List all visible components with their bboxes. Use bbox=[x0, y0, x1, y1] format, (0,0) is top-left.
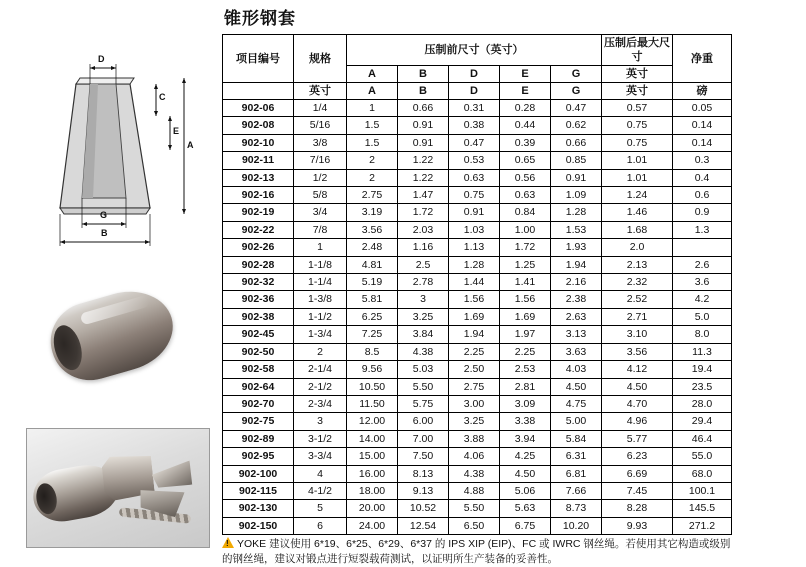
table-row bbox=[223, 482, 732, 499]
table-unit-row bbox=[223, 83, 732, 100]
cell-value: 7.50 bbox=[398, 448, 449, 465]
cell-value: 1-3/8 bbox=[294, 291, 347, 308]
cell-value: 1.00 bbox=[500, 221, 551, 238]
cell-value: 0.91 bbox=[449, 204, 500, 221]
cell-value: 4.38 bbox=[398, 343, 449, 360]
cell-value: 5.00 bbox=[551, 413, 602, 430]
cell-value: 1.56 bbox=[500, 291, 551, 308]
cell-value: 12.54 bbox=[398, 517, 449, 534]
cell-value: 55.0 bbox=[673, 448, 732, 465]
cell-value: 100.1 bbox=[673, 482, 732, 499]
cell-value: 5.84 bbox=[551, 430, 602, 447]
sleeve-body bbox=[42, 280, 183, 389]
cell-value: 3.56 bbox=[602, 343, 673, 360]
footnote-line-2: 的钢丝绳，建议对锻点进行短裂载荷测试，以证明所生产装备的妥善性。 bbox=[222, 553, 558, 565]
cell-value: 6 bbox=[294, 517, 347, 534]
cell-value: 2.0 bbox=[602, 239, 673, 256]
cell-value: 0.28 bbox=[500, 100, 551, 117]
cell-value: 3.10 bbox=[602, 326, 673, 343]
cell-value: 5.81 bbox=[347, 291, 398, 308]
cell-value: 29.4 bbox=[673, 413, 732, 430]
cell-value: 0.38 bbox=[449, 117, 500, 134]
cell-value: 23.5 bbox=[673, 378, 732, 395]
cell-value: 2.25 bbox=[449, 343, 500, 360]
cell-value: 10.52 bbox=[398, 500, 449, 517]
cell-value: 7/8 bbox=[294, 221, 347, 238]
dimension-label-a: A bbox=[187, 140, 194, 150]
cell-value: 1.01 bbox=[602, 169, 673, 186]
cell-value: 0.66 bbox=[398, 100, 449, 117]
cell-value: 4.70 bbox=[602, 395, 673, 412]
cell-value: 3.84 bbox=[398, 326, 449, 343]
footnote bbox=[222, 536, 800, 567]
unit-after: 英寸 bbox=[602, 83, 673, 100]
cell-value: 1-1/2 bbox=[294, 308, 347, 325]
cell-value: 3 bbox=[294, 413, 347, 430]
cell-value: 6.23 bbox=[602, 448, 673, 465]
cell-value: 6.50 bbox=[449, 517, 500, 534]
cell-value: 5.50 bbox=[449, 500, 500, 517]
cell-value: 12.00 bbox=[347, 413, 398, 430]
cell-value: 3.25 bbox=[449, 413, 500, 430]
header-after-unit: 英寸 bbox=[602, 66, 673, 83]
cell-value: 2.81 bbox=[500, 378, 551, 395]
cell-value: 5/8 bbox=[294, 187, 347, 204]
cell-value: 1.69 bbox=[500, 308, 551, 325]
cell-value: 1.03 bbox=[449, 221, 500, 238]
cell-value: 3-1/2 bbox=[294, 430, 347, 447]
cell-value: 1.72 bbox=[398, 204, 449, 221]
cell-value: 6.69 bbox=[602, 465, 673, 482]
cell-value: 3 bbox=[398, 291, 449, 308]
cell-item-no: 902-50 bbox=[223, 343, 294, 360]
dimension-label-c: C bbox=[159, 92, 166, 102]
cell-value: 0.47 bbox=[551, 100, 602, 117]
cell-value: 19.4 bbox=[673, 361, 732, 378]
table-row bbox=[223, 430, 732, 447]
cell-item-no: 902-26 bbox=[223, 239, 294, 256]
cell-value: 2.5 bbox=[398, 256, 449, 273]
cell-value: 3.94 bbox=[500, 430, 551, 447]
cell-value: 1.97 bbox=[500, 326, 551, 343]
cell-value: 24.00 bbox=[347, 517, 398, 534]
cell-value: 3.56 bbox=[347, 221, 398, 238]
unit-a: A bbox=[347, 83, 398, 100]
unit-g: G bbox=[551, 83, 602, 100]
cell-value: 4-1/2 bbox=[294, 482, 347, 499]
cell-value: 0.75 bbox=[602, 134, 673, 151]
cell-item-no: 902-36 bbox=[223, 291, 294, 308]
cell-value: 2.52 bbox=[602, 291, 673, 308]
cell-value: 0.14 bbox=[673, 134, 732, 151]
table-row bbox=[223, 152, 732, 169]
cell-value: 8.28 bbox=[602, 500, 673, 517]
unit-item-no bbox=[223, 83, 294, 100]
cell-value: 7.00 bbox=[398, 430, 449, 447]
cell-item-no: 902-28 bbox=[223, 256, 294, 273]
table-row bbox=[223, 134, 732, 151]
cell-value: 4.50 bbox=[500, 465, 551, 482]
cell-value: 11.50 bbox=[347, 395, 398, 412]
cell-value: 0.75 bbox=[602, 117, 673, 134]
table-row bbox=[223, 169, 732, 186]
cell-item-no: 902-22 bbox=[223, 221, 294, 238]
cell-value: 5.50 bbox=[398, 378, 449, 395]
cell-value: 1 bbox=[347, 100, 398, 117]
page-title: 锥形钢套 bbox=[224, 9, 296, 28]
table-row bbox=[223, 395, 732, 412]
cell-value: 8.13 bbox=[398, 465, 449, 482]
cell-value: 2.50 bbox=[449, 361, 500, 378]
cell-value: 7/16 bbox=[294, 152, 347, 169]
cell-value: 0.53 bbox=[449, 152, 500, 169]
cell-value: 1.94 bbox=[449, 326, 500, 343]
cell-value: 1.46 bbox=[602, 204, 673, 221]
cell-value: 0.91 bbox=[551, 169, 602, 186]
cell-value: 9.56 bbox=[347, 361, 398, 378]
dimension-label-e: E bbox=[173, 126, 180, 136]
cell-value: 15.00 bbox=[347, 448, 398, 465]
cell-item-no: 902-150 bbox=[223, 517, 294, 534]
cell-value: 0.14 bbox=[673, 117, 732, 134]
cell-value: 1.01 bbox=[602, 152, 673, 169]
cell-value: 5.03 bbox=[398, 361, 449, 378]
cell-value: 5.19 bbox=[347, 274, 398, 291]
cell-value: 2.63 bbox=[551, 308, 602, 325]
cell-value: 1.3 bbox=[673, 221, 732, 238]
cell-item-no: 902-45 bbox=[223, 326, 294, 343]
cell-value: 0.57 bbox=[602, 100, 673, 117]
header-col-g: G bbox=[551, 66, 602, 83]
cell-value: 7.66 bbox=[551, 482, 602, 499]
cell-value: 2 bbox=[294, 343, 347, 360]
cell-value: 4.50 bbox=[551, 378, 602, 395]
table-row bbox=[223, 100, 732, 117]
cell-value: 1.25 bbox=[500, 256, 551, 273]
unit-e: E bbox=[500, 83, 551, 100]
cell-item-no: 902-19 bbox=[223, 204, 294, 221]
unit-weight: 磅 bbox=[673, 83, 732, 100]
cell-value: 2.71 bbox=[602, 308, 673, 325]
cell-value: 4.12 bbox=[602, 361, 673, 378]
table-row bbox=[223, 187, 732, 204]
header-after-swage: 压制后最大尺寸 bbox=[602, 35, 673, 66]
cell-value: 2.38 bbox=[551, 291, 602, 308]
cell-value: 8.0 bbox=[673, 326, 732, 343]
cell-value: 1.16 bbox=[398, 239, 449, 256]
cell-value: 3.13 bbox=[551, 326, 602, 343]
cell-value: 10.20 bbox=[551, 517, 602, 534]
cell-value: 4.38 bbox=[449, 465, 500, 482]
table-row bbox=[223, 378, 732, 395]
cell-value: 1.94 bbox=[551, 256, 602, 273]
table-row bbox=[223, 361, 732, 378]
cell-value: 3.09 bbox=[500, 395, 551, 412]
cell-value: 0.85 bbox=[551, 152, 602, 169]
cell-value: 7.45 bbox=[602, 482, 673, 499]
cell-value: 0.47 bbox=[449, 134, 500, 151]
cell-value: 9.13 bbox=[398, 482, 449, 499]
cell-value: 5.0 bbox=[673, 308, 732, 325]
cell-value: 4.88 bbox=[449, 482, 500, 499]
cell-value: 1.72 bbox=[500, 239, 551, 256]
table-row bbox=[223, 413, 732, 430]
cell-value: 3.63 bbox=[551, 343, 602, 360]
cell-value bbox=[673, 239, 732, 256]
cell-value: 0.3 bbox=[673, 152, 732, 169]
header-before-swage: 压制前尺寸（英寸） bbox=[347, 35, 602, 66]
cell-value: 4.25 bbox=[500, 448, 551, 465]
cell-value: 10.50 bbox=[347, 378, 398, 395]
dimension-label-g: G bbox=[100, 210, 108, 220]
cell-value: 1.69 bbox=[449, 308, 500, 325]
cell-value: 28.0 bbox=[673, 395, 732, 412]
cell-value: 2.25 bbox=[500, 343, 551, 360]
cell-value: 20.00 bbox=[347, 500, 398, 517]
cell-value: 1.5 bbox=[347, 134, 398, 151]
cell-value: 5.75 bbox=[398, 395, 449, 412]
table-row bbox=[223, 274, 732, 291]
cell-value: 11.3 bbox=[673, 343, 732, 360]
cell-value: 8.73 bbox=[551, 500, 602, 517]
cell-value: 5.77 bbox=[602, 430, 673, 447]
cell-value: 2-3/4 bbox=[294, 395, 347, 412]
cell-value: 6.25 bbox=[347, 308, 398, 325]
cell-value: 14.00 bbox=[347, 430, 398, 447]
cell-value: 0.63 bbox=[449, 169, 500, 186]
cell-value: 0.75 bbox=[449, 187, 500, 204]
cell-value: 4.75 bbox=[551, 395, 602, 412]
cell-item-no: 902-130 bbox=[223, 500, 294, 517]
cell-item-no: 902-100 bbox=[223, 465, 294, 482]
cell-value: 0.91 bbox=[398, 134, 449, 151]
cell-item-no: 902-10 bbox=[223, 134, 294, 151]
table-row bbox=[223, 326, 732, 343]
cell-value: 2 bbox=[347, 169, 398, 186]
cell-item-no: 902-64 bbox=[223, 378, 294, 395]
dimension-label-b: B bbox=[101, 228, 108, 238]
table-row bbox=[223, 308, 732, 325]
table-row bbox=[223, 465, 732, 482]
header-col-e: E bbox=[500, 66, 551, 83]
table-row bbox=[223, 291, 732, 308]
cell-value: 4.2 bbox=[673, 291, 732, 308]
cell-value: 0.65 bbox=[500, 152, 551, 169]
cell-item-no: 902-16 bbox=[223, 187, 294, 204]
cell-item-no: 902-75 bbox=[223, 413, 294, 430]
cell-value: 2-1/2 bbox=[294, 378, 347, 395]
cell-item-no: 902-58 bbox=[223, 361, 294, 378]
cell-value: 4.96 bbox=[602, 413, 673, 430]
cell-value: 2.13 bbox=[602, 256, 673, 273]
cell-value: 3.19 bbox=[347, 204, 398, 221]
header-col-d: D bbox=[449, 66, 500, 83]
table-row bbox=[223, 117, 732, 134]
cell-value: 3.25 bbox=[398, 308, 449, 325]
cell-value: 1.24 bbox=[602, 187, 673, 204]
cell-value: 1.5 bbox=[347, 117, 398, 134]
cell-item-no: 902-115 bbox=[223, 482, 294, 499]
cell-value: 1/2 bbox=[294, 169, 347, 186]
cell-value: 6.31 bbox=[551, 448, 602, 465]
tapered-steel-sleeve-photo bbox=[50, 278, 174, 398]
cell-value: 1.56 bbox=[449, 291, 500, 308]
cell-value: 8.5 bbox=[347, 343, 398, 360]
cell-value: 4.50 bbox=[602, 378, 673, 395]
cell-item-no: 902-70 bbox=[223, 395, 294, 412]
cell-value: 2.75 bbox=[347, 187, 398, 204]
cell-value: 1 bbox=[294, 239, 347, 256]
cell-value: 3.88 bbox=[449, 430, 500, 447]
cell-value: 1.09 bbox=[551, 187, 602, 204]
cell-value: 2.48 bbox=[347, 239, 398, 256]
unit-b: B bbox=[398, 83, 449, 100]
cell-value: 2.16 bbox=[551, 274, 602, 291]
cell-value: 1-3/4 bbox=[294, 326, 347, 343]
cell-value: 2.75 bbox=[449, 378, 500, 395]
cell-value: 2.03 bbox=[398, 221, 449, 238]
cell-value: 1.22 bbox=[398, 152, 449, 169]
cell-item-no: 902-95 bbox=[223, 448, 294, 465]
cell-value: 0.66 bbox=[551, 134, 602, 151]
cell-value: 0.62 bbox=[551, 117, 602, 134]
cell-value: 145.5 bbox=[673, 500, 732, 517]
cell-value: 1.68 bbox=[602, 221, 673, 238]
cell-value: 6.00 bbox=[398, 413, 449, 430]
cell-value: 0.9 bbox=[673, 204, 732, 221]
cell-value: 9.93 bbox=[602, 517, 673, 534]
header-spec: 规格 bbox=[294, 35, 347, 83]
cell-value: 46.4 bbox=[673, 430, 732, 447]
cell-value: 1.13 bbox=[449, 239, 500, 256]
table-row bbox=[223, 448, 732, 465]
sleeve-section-drawing bbox=[38, 58, 198, 253]
table-row bbox=[223, 256, 732, 273]
cell-value: 5 bbox=[294, 500, 347, 517]
cell-value: 2-1/4 bbox=[294, 361, 347, 378]
technical-drawing bbox=[38, 54, 198, 248]
cell-value: 4.81 bbox=[347, 256, 398, 273]
cell-value: 68.0 bbox=[673, 465, 732, 482]
footnote-line-1: YOKE 建议使用 6*19、6*25、6*29、6*37 的 IPS XIP (EIP)、FC 或 IWRC 钢丝绳。若使用其它构造或级别 bbox=[237, 538, 731, 550]
table-row bbox=[223, 221, 732, 238]
specification-table bbox=[222, 34, 732, 535]
table-row bbox=[223, 517, 732, 534]
cell-value: 0.91 bbox=[398, 117, 449, 134]
cell-value: 5.63 bbox=[500, 500, 551, 517]
cell-value: 1.53 bbox=[551, 221, 602, 238]
table-header-row-1 bbox=[223, 35, 732, 66]
cell-value: 0.6 bbox=[673, 187, 732, 204]
cell-value: 2.78 bbox=[398, 274, 449, 291]
table-row bbox=[223, 343, 732, 360]
header-item-no: 项目编号 bbox=[223, 35, 294, 83]
cell-value: 0.05 bbox=[673, 100, 732, 117]
cell-value: 1.93 bbox=[551, 239, 602, 256]
cell-value: 3.00 bbox=[449, 395, 500, 412]
cell-item-no: 902-89 bbox=[223, 430, 294, 447]
dimension-label-d: D bbox=[98, 54, 105, 64]
cell-value: 0.4 bbox=[673, 169, 732, 186]
cell-value: 0.31 bbox=[449, 100, 500, 117]
cell-value: 1.28 bbox=[449, 256, 500, 273]
cell-value: 1-1/4 bbox=[294, 274, 347, 291]
cell-value: 5/16 bbox=[294, 117, 347, 134]
cell-value: 0.84 bbox=[500, 204, 551, 221]
cell-value: 3.6 bbox=[673, 274, 732, 291]
cell-item-no: 902-32 bbox=[223, 274, 294, 291]
header-net-weight: 净重 bbox=[673, 35, 732, 83]
cell-value: 3.38 bbox=[500, 413, 551, 430]
cell-value: 1.41 bbox=[500, 274, 551, 291]
cell-value: 0.39 bbox=[500, 134, 551, 151]
cell-value: 6.81 bbox=[551, 465, 602, 482]
cell-value: 0.44 bbox=[500, 117, 551, 134]
cell-value: 18.00 bbox=[347, 482, 398, 499]
cell-value: 4.03 bbox=[551, 361, 602, 378]
table-row bbox=[223, 204, 732, 221]
cell-value: 1.44 bbox=[449, 274, 500, 291]
cell-value: 3-3/4 bbox=[294, 448, 347, 465]
unit-spec: 英寸 bbox=[294, 83, 347, 100]
cell-value: 4 bbox=[294, 465, 347, 482]
cell-value: 2.6 bbox=[673, 256, 732, 273]
table-row bbox=[223, 239, 732, 256]
unit-d: D bbox=[449, 83, 500, 100]
table-row bbox=[223, 500, 732, 517]
cell-item-no: 902-38 bbox=[223, 308, 294, 325]
cell-item-no: 902-08 bbox=[223, 117, 294, 134]
cell-value: 0.63 bbox=[500, 187, 551, 204]
header-col-b: B bbox=[398, 66, 449, 83]
warning-icon bbox=[222, 537, 234, 548]
cell-value: 5.06 bbox=[500, 482, 551, 499]
cell-value: 2.53 bbox=[500, 361, 551, 378]
cell-item-no: 902-13 bbox=[223, 169, 294, 186]
cell-value: 4.06 bbox=[449, 448, 500, 465]
cell-value: 3/8 bbox=[294, 134, 347, 151]
cell-value: 2.32 bbox=[602, 274, 673, 291]
cell-value: 16.00 bbox=[347, 465, 398, 482]
cell-value: 1.47 bbox=[398, 187, 449, 204]
cell-value: 1/4 bbox=[294, 100, 347, 117]
cell-value: 271.2 bbox=[673, 517, 732, 534]
cell-value: 6.75 bbox=[500, 517, 551, 534]
cell-value: 0.56 bbox=[500, 169, 551, 186]
sleeve-assembly-photo bbox=[26, 428, 210, 548]
cell-value: 3/4 bbox=[294, 204, 347, 221]
cell-value: 1-1/8 bbox=[294, 256, 347, 273]
header-col-a: A bbox=[347, 66, 398, 83]
cell-item-no: 902-11 bbox=[223, 152, 294, 169]
table-body bbox=[223, 100, 732, 535]
cell-value: 1.28 bbox=[551, 204, 602, 221]
cell-value: 7.25 bbox=[347, 326, 398, 343]
cell-value: 2 bbox=[347, 152, 398, 169]
cell-item-no: 902-06 bbox=[223, 100, 294, 117]
cell-value: 1.22 bbox=[398, 169, 449, 186]
